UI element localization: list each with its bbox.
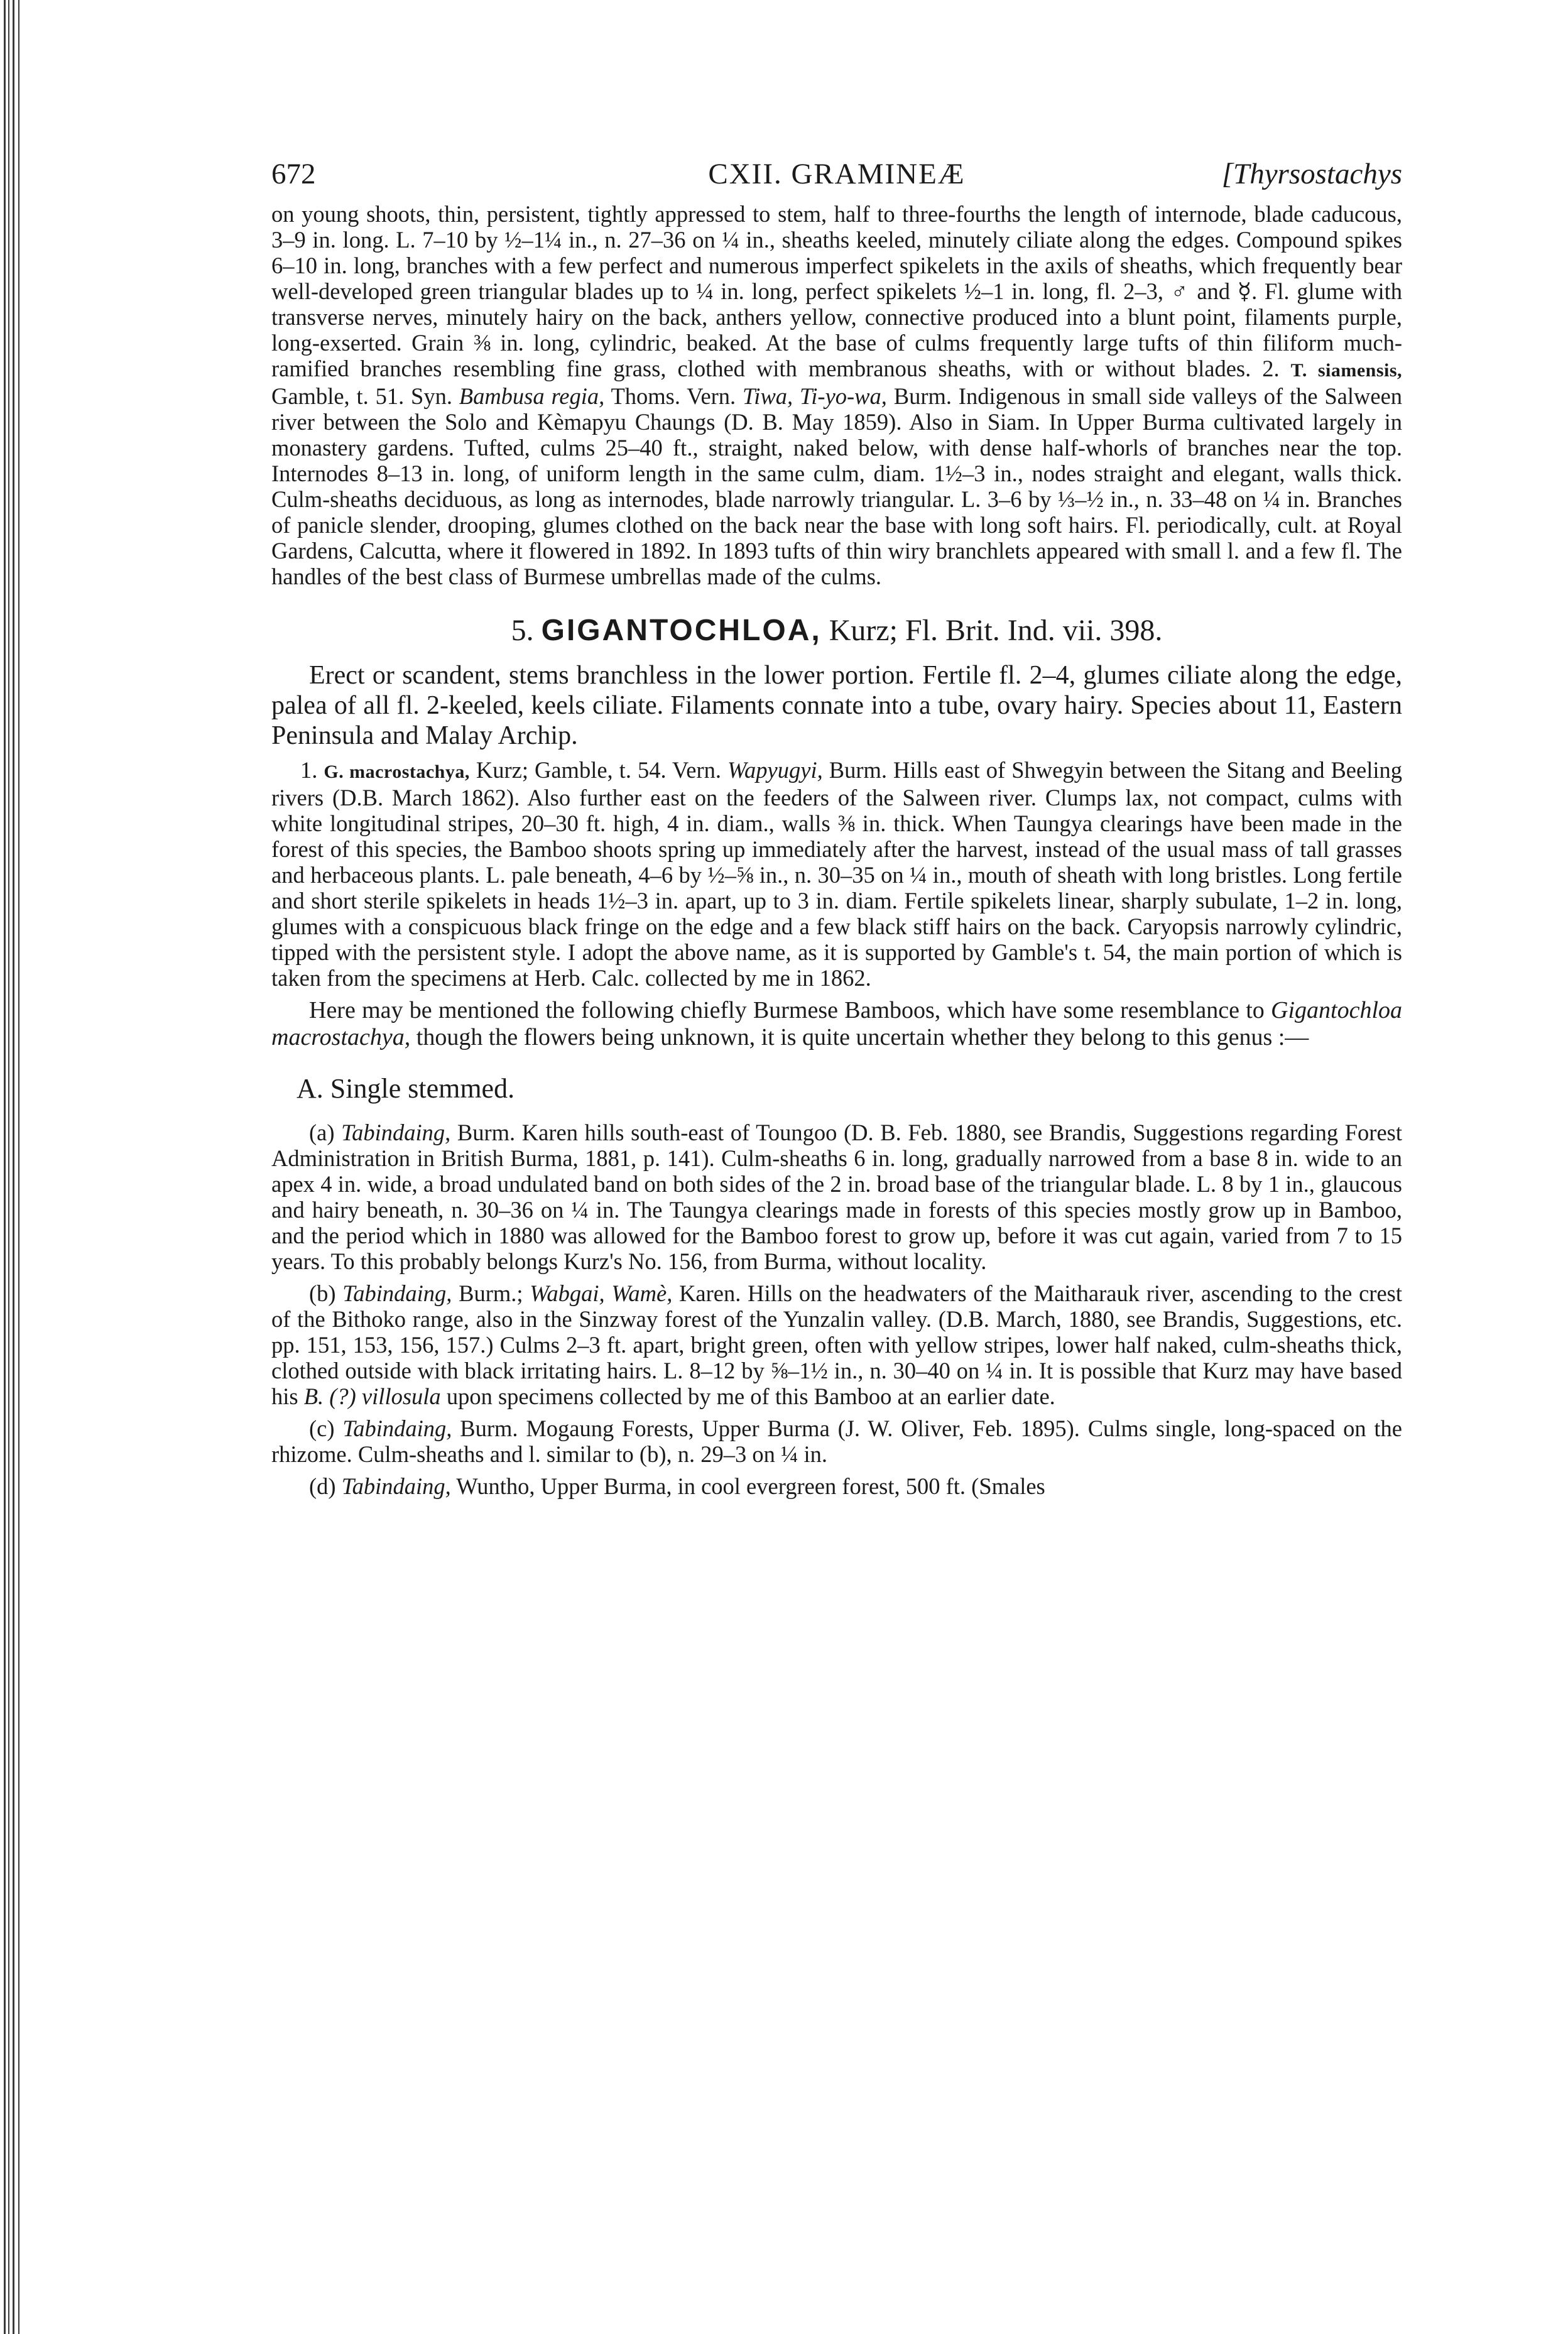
entry-d: (d) Tabindaing, Wuntho, Upper Burma, in cool evergreen forest, 500 ft. (Smales <box>309 1473 1045 1499</box>
genus-description: Erect or scandent, stems branchless in the lower portion. Fertile fl. 2–4, glumes ciliate along the edge, palea of all fl. 2-keeled, keels ciliate. Filaments connate into a tube, ovary hairy. Species about 11, Eastern Peninsula and Malay Archip. <box>271 661 1402 750</box>
genus-name: GIGANTOCHLOA, <box>541 614 822 647</box>
page-number: 672 <box>271 158 316 190</box>
section-heading-single-stemmed: A. Single stemmed. <box>297 1073 515 1104</box>
running-title: CXII. GRAMINEÆ <box>708 158 966 190</box>
thyrsostachys-continuation: on young shoots, thin, persistent, tightly appressed to stem, half to three-fourths the length of internode, blade caducous, 3–9 in. long. L. 7–10 by ½–1¼ in., n. 27–36 on ¼ in., sheaths keeled, minutely ciliate along the edges. Compound spikes 6–10 in. long, branches with a few perfect and numerous imperfect spikelets in the axils of sheaths, which frequently bear well-developed green triangular blades up to ¼ in. long, perfect spikelets ½–1 in. long, fl. 2–3, ♂ and ☿. Fl. glume with transverse nerves, minutely hairy on the back, anthers yellow, connective produced into a blunt point, filaments purple, long-exserted. Grain ⅜ in. long, cylindric, beaked. At the base of culms frequently large tufts of thin filiform much-ramified branches resembling fine grass, clothed with membranous sheaths, with or without blades. 2. T. siamensis, Gamble, t. 51. Syn. Bambusa regia, Thoms. Vern. Tiwa, Ti-yo-wa, Burm. Indigenous in small side valleys of the Salween river between the Solo and Kèmapyu Chaungs (D. B. May 1859). Also in Siam. In Upper Burma cultivated largely in monastery gardens. Tufted, culms 25–40 ft., straight, naked below, with dense half-whorls of branches near the top. Internodes 8–13 in. long, of uniform length in the same culm, diam. 1½–3 in., nodes straight and elegant, walls thick. Culm-sheaths deciduous, as long as internodes, blade narrowly triangular. L. 3–6 by ⅓–½ in., n. 33–48 on ¼ in. Branches of panicle slender, drooping, glumes clothed on the back near the base with long soft hairs. Fl. periodically, cult. at Royal Gardens, Calcutta, where it flowered in 1892. In 1893 tufts of thin wiry branchlets appeared with small l. and a few fl. The handles of the best class of Burmese umbrellas made of the culms. <box>271 201 1403 589</box>
species-gigantochloa-macrostachya: 1. G. macrostachya, Kurz; Gamble, t. 54. Vern. Wapyugyi, Burm. Hills east of Shwegyin between the Sitang and Beeling rivers (D.B. March 1862). Also further east on the feeders of the Salween river. Clumps lax, not compact, culms with white longitudinal stripes, 20–30 ft. high, 4 in. diam., walls ⅜ in. thick. When Taungya clearings have been made in the forest of this species, the Bamboo shoots spring up immediately after the harvest, instead of the usual mass of tall grasses and herbaceous plants. L. pale beneath, 4–6 by ½–⅝ in., n. 30–35 on ¼ in., mouth of sheath with long bristles. Long fertile and short sterile spikelets in heads 1½–3 in. apart, up to 3 in. diam. Fertile spikelets linear, sharply subulate, 1–2 in. long, glumes with a conspicuous black fringe on the edge and a few black stiff hairs on the back. Caryopsis narrowly cylindric, tipped with the persistent style. I adopt the above name, as it is supported by Gamble's t. 54, the main portion of which is taken from the specimens at Herb. Calc. collected by me in 1862. <box>271 757 1402 991</box>
species-name: T. siamensis, <box>1290 360 1402 381</box>
species-name: G. macrostachya, <box>324 761 470 782</box>
entry-b: (b) Tabindaing, Burm.; Wabgai, Wamè, Karen. Hills on the headwaters of the Maitharauk river, ascending to the crest of the Bithoko range, also in the Sinzway forest of the Yunzalin valley. (D.B. March, 1880, see Brandis, Suggestions, etc. pp. 151, 153, 156, 157.) Culms 2–3 ft. apart, bright green, often with yellow stripes, lower half naked, culm-sheaths thick, clothed outside with black irritating hairs. L. 8–12 by ⅝–1½ in., n. 30–40 on ¼ in. It is possible that Kurz may have based his B. (?) villosula upon specimens collected by me of this Bamboo at an earlier date. <box>271 1280 1403 1409</box>
scan-binding-edge <box>0 0 29 2334</box>
mention-paragraph: Here may be mentioned the following chiefly Burmese Bamboos, which have some resemblance to Gigantochloa macrostachya, though the flowers being unknown, it is quite uncertain whether they belong to this genus :— <box>271 997 1402 1050</box>
page-header <box>271 157 1402 201</box>
genus-heading: 5. GIGANTOCHLOA, Kurz; Fl. Brit. Ind. vii. 398. <box>511 614 1163 647</box>
genus-reference: [Thyrsostachys <box>1221 158 1402 190</box>
entry-c: (c) Tabindaing, Burm. Mogaung Forests, Upper Burma (J. W. Oliver, Feb. 1895). Culms single, long-spaced on the rhizome. Culm-sheaths and l. similar to (b), n. 29–3 on ¼ in. <box>271 1415 1403 1467</box>
entry-a: (a) Tabindaing, Burm. Karen hills south-east of Toungoo (D. B. Feb. 1880, see Brandis, Suggestions regarding Forest Administration in British Burma, 1881, p. 141). Culm-sheaths 6 in. long, gradually narrowed from a base 8 in. wide to an apex 4 in. wide, a broad undulated band on both sides of the 2 in. broad base of the triangular blade. L. 8 by 1 in., glaucous and hairy beneath, n. 30–36 on ¼ in. The Taungya clearings made in forests of this species mostly grow up in Bamboo, and the period which in 1880 was allowed for the Bamboo forest to grow up, before it was cut again, varied from 7 to 15 years. To this probably belongs Kurz's No. 156, from Burma, without locality. <box>271 1120 1403 1274</box>
book-page <box>271 157 1402 1499</box>
